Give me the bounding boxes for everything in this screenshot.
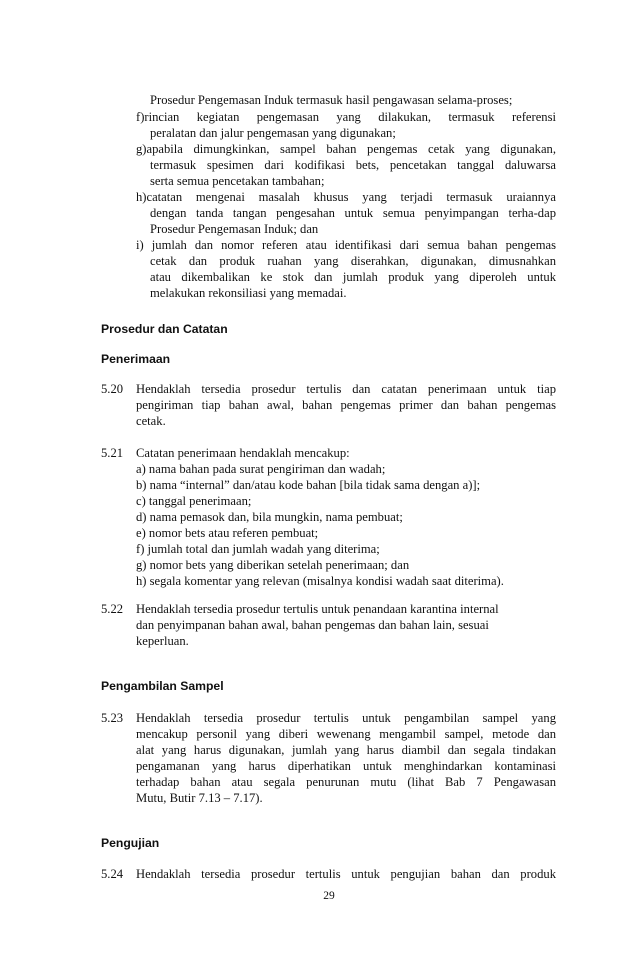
section-number-5-24: 5.24	[101, 867, 124, 881]
receipt-item-a: a) nama bahan pada surat pengiriman dan wadah;	[136, 462, 386, 476]
list-item-h-line2: dengan tanda tangan pengesahan untuk semua penyimpangan terha-dap	[150, 206, 556, 220]
list-item-g: g)apabila dimungkinkan, sampel bahan pengemas cetak yang digunakan,	[136, 142, 556, 156]
receipt-item-f: f) jumlah total dan jumlah wadah yang diterima;	[136, 542, 380, 556]
heading-pengujian: Pengujian	[101, 836, 160, 850]
section-5-24-line1: Hendaklah tersedia prosedur tertulis untuk pengujian bahan dan produk	[136, 867, 556, 881]
list-item-i-line4: melakukan rekonsiliasi yang memadai.	[150, 286, 347, 300]
list-item-f-line2: peralatan dan jalur pengemasan yang digunakan;	[150, 126, 396, 140]
section-5-22-line3: keperluan.	[136, 634, 189, 648]
section-5-21-intro: Catatan penerimaan hendaklah mencakup:	[136, 446, 350, 460]
list-item-h-line3: Prosedur Pengemasan Induk; dan	[150, 222, 319, 236]
section-number-5-23: 5.23	[101, 711, 124, 725]
receipt-item-d: d) nama pemasok dan, bila mungkin, nama pembuat;	[136, 510, 403, 524]
heading-prosedur-dan-catatan: Prosedur dan Catatan	[101, 322, 228, 336]
section-5-23-line4: pengamanan yang harus diperhatikan untuk menghindarkan kontaminasi	[136, 759, 556, 773]
section-5-23-line1: Hendaklah tersedia prosedur tertulis untuk pengambilan sampel yang	[136, 711, 556, 725]
list-item-h: h)catatan mengenai masalah khusus yang terjadi termasuk uraiannya	[136, 190, 556, 204]
section-number-5-22: 5.22	[101, 602, 124, 616]
section-number-5-21: 5.21	[101, 446, 124, 460]
page-number: 29	[323, 890, 335, 902]
receipt-item-g: g) nomor bets yang diberikan setelah penerimaan; dan	[136, 558, 410, 572]
heading-pengambilan-sampel: Pengambilan Sampel	[101, 679, 224, 693]
list-item-e-continuation: Prosedur Pengemasan Induk termasuk hasil pengawasan selama-proses;	[150, 93, 513, 107]
receipt-item-c: c) tanggal penerimaan;	[136, 494, 252, 508]
section-5-20-line1: Hendaklah tersedia prosedur tertulis dan catatan penerimaan untuk tiap	[136, 382, 556, 396]
heading-penerimaan: Penerimaan	[101, 352, 171, 366]
receipt-item-h: h) segala komentar yang relevan (misalnya kondisi wadah saat diterima).	[136, 574, 504, 588]
section-5-23-line6: Mutu, Butir 7.13 – 7.17).	[136, 791, 263, 805]
list-item-i-line2: cetak dan produk ruahan yang diserahkan, digunakan, dimusnahkan	[150, 254, 556, 268]
section-5-23-line2: mencakup personil yang diberi wewenang mengambil sampel, metode dan	[136, 727, 556, 741]
receipt-item-b: b) nama “internal” dan/atau kode bahan [bila tidak sama dengan a)];	[136, 478, 481, 492]
list-item-g-line2: termasuk spesimen dari kodifikasi bets, pencetakan tanggal daluwarsa	[150, 158, 556, 172]
section-5-22-line2: dan penyimpanan bahan awal, bahan pengemas dan bahan lain, sesuai	[136, 618, 489, 632]
section-number-5-20: 5.20	[101, 382, 124, 396]
list-item-f: f)rincian kegiatan pengemasan yang dilakukan, termasuk referensi	[136, 110, 556, 124]
receipt-item-e: e) nomor bets atau referen pembuat;	[136, 526, 319, 540]
section-5-23-line5: terhadap bahan atau segala penurunan mutu (lihat Bab 7 Pengawasan	[136, 775, 556, 789]
section-5-20-line2: pengiriman tiap bahan awal, bahan pengemas primer dan bahan pengemas	[136, 398, 556, 412]
section-5-20-line3: cetak.	[136, 414, 166, 428]
section-5-22-line1: Hendaklah tersedia prosedur tertulis untuk penandaan karantina internal	[136, 602, 499, 616]
section-5-23-line3: alat yang harus digunakan, jumlah yang harus diambil dan segala tindakan	[136, 743, 556, 757]
list-item-i-line3: atau dikembalikan ke stok dan jumlah produk yang diperoleh untuk	[150, 270, 556, 284]
list-item-g-line3: serta semua pencetakan tambahan;	[150, 174, 325, 188]
list-item-i: i) jumlah dan nomor referen atau identifikasi dari semua bahan pengemas	[136, 238, 556, 252]
